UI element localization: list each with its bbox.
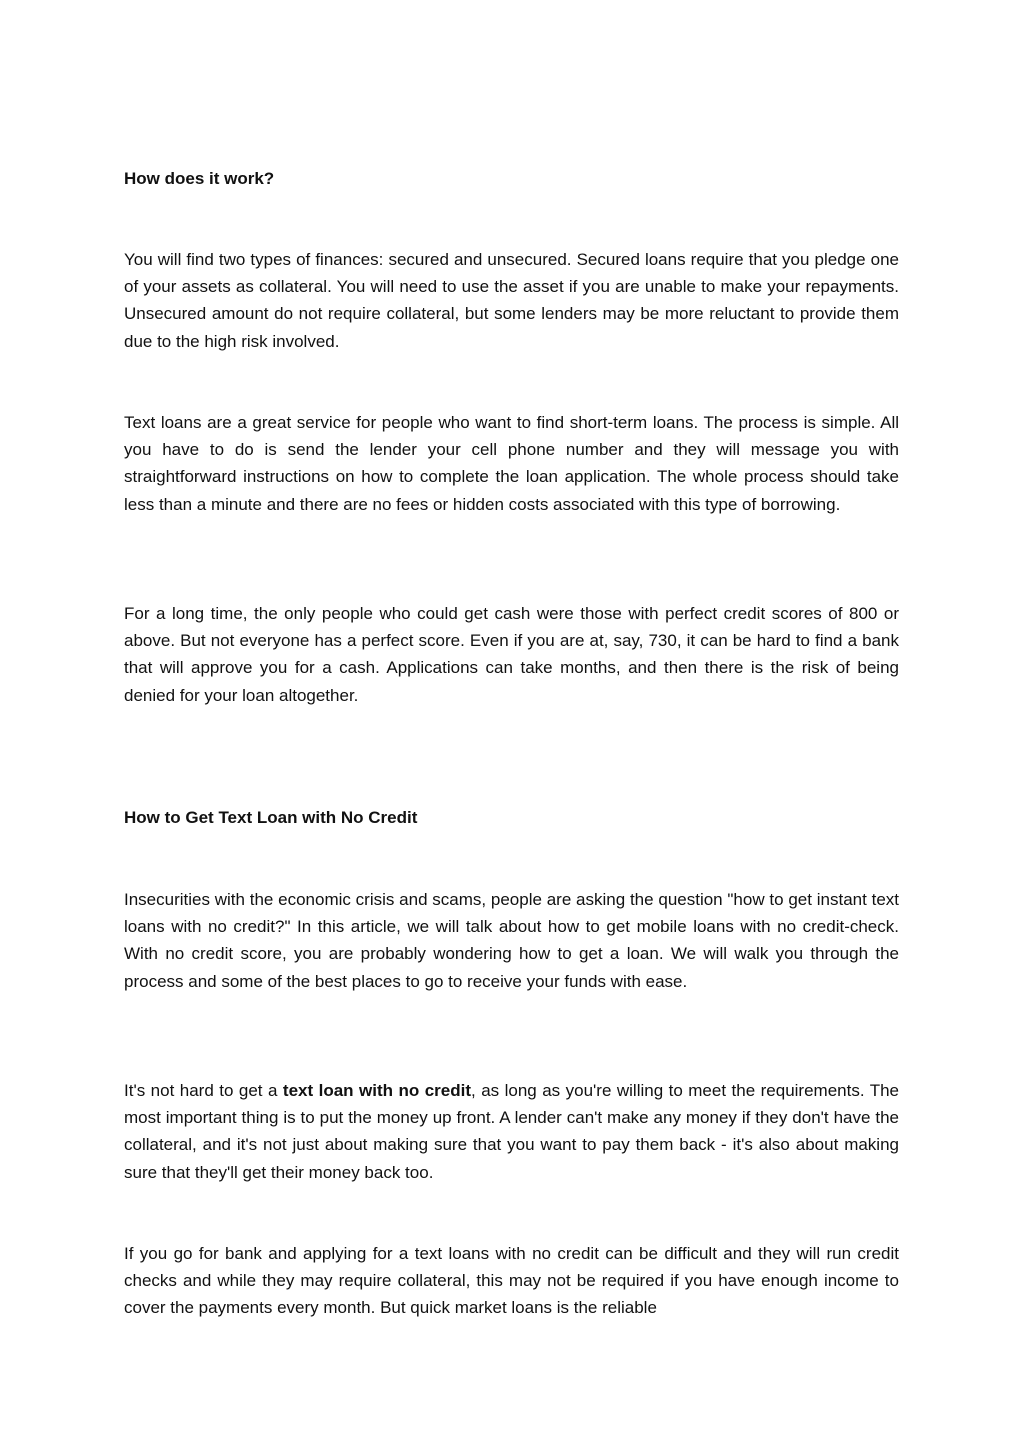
- paragraph-insecurities: Insecurities with the economic crisis and scams, people are asking the question "how to get instant text loans with no credit?" In this article, we will talk about how to get mobile loans with no credit-check. With no credit score, you are probably wondering how to get a loan. We will walk you through the process and some of the best places to go to receive your funds with ease.: [124, 890, 899, 991]
- section-heading-how-does-it-work: How does it work?: [124, 169, 275, 188]
- paragraph-secured-unsecured: You will find two types of finances: secured and unsecured. Secured loans require that you pledge one of your assets as collateral. You will need to use the asset if you are unable to make your repayments. Unsecured amount do not require collateral, but some lenders may be more reluctant to provide them due to the high risk involved.: [124, 250, 899, 351]
- paragraph-bank-applying: If you go for bank and applying for a text loans with no credit can be difficult and they will run credit checks and while they may require collateral, this may not be required if you have enough income to cover the payments every month. But quick market loans is the reliable: [124, 1244, 899, 1318]
- paragraph-text-loans-service: Text loans are a great service for people who want to find short-term loans. The process is simple. All you have to do is send the lender your cell phone number and they will message you with straightforward instructions on how to complete the loan application. The whole process should take less than a minute and there are no fees or hidden costs associated with this type of borrowing.: [124, 413, 899, 514]
- paragraph-not-hard: [124, 1077, 899, 1186]
- section-heading-no-credit: How to Get Text Loan with No Credit: [124, 808, 418, 827]
- paragraph-text: It's not hard to get a: [124, 1081, 283, 1100]
- paragraph-credit-scores: For a long time, the only people who could get cash were those with perfect credit scores of 800 or above. But not everyone has a perfect score. Even if you are at, say, 730, it can be hard to find a bank that will approve you for a cash. Applications can take months, and then there is the risk of being denied for your loan altogether.: [124, 604, 899, 705]
- bold-keyword: text loan with no credit: [282, 1081, 471, 1100]
- paragraph-text: , as long as you're willing to meet the requirements. The most important thing is to put the money up front. A lender can't make any money if they don't have the collateral, and it's not just about making sure that you want to pay them back - it's also about making sure that they'll get their money back too.: [124, 1081, 900, 1182]
